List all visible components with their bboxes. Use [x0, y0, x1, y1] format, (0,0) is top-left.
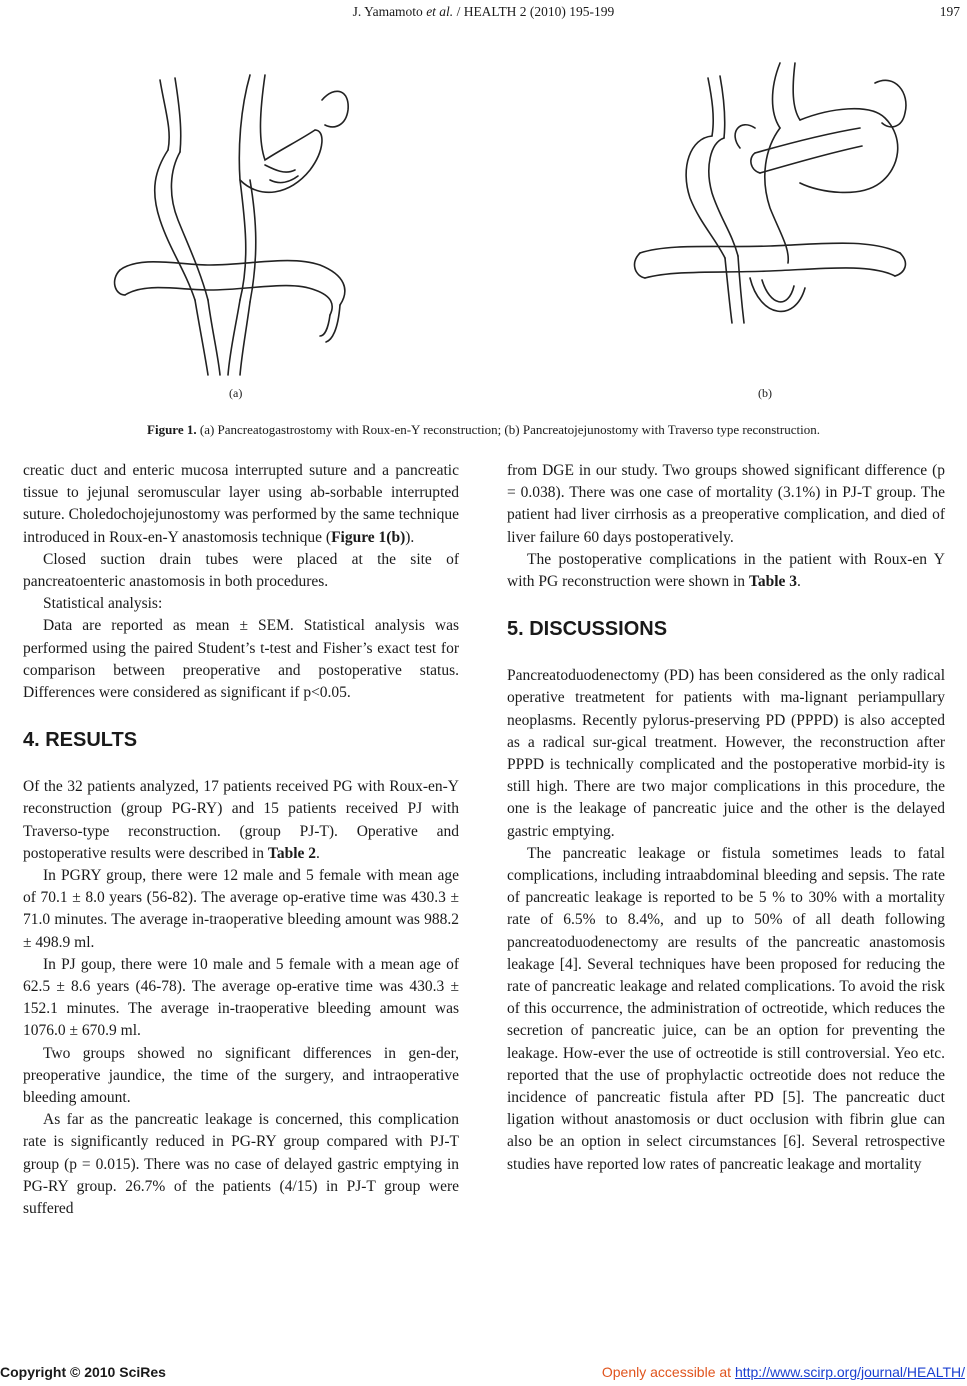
- figure-1a-illustration: [100, 70, 370, 380]
- figure-1b-label: (b): [758, 386, 772, 400]
- right-paragraph-4: The pancreatic leakage or fistula sometimes leads to fatal complications, including intraabdominal bleeding and sepsis. The rate of pancreatic leakage is reported to be 5 % to 30% with a mortality rate of 6.5% to 8.4%, and up to 50% of all death following pancreatoduodenectomy are results of the pancreatic anastomosis leakage [4]. Several techniques have been proposed for reducing the rate of pancreatic leakage and related complications. To avoid the risk of this occurrence, the administration of octreotide, which reduces the secretion of pancreatic juice, can be an option for preventing the leakage. How-ever the use of octreotide is still controversial. Yeo etc. reported that the use of prophylactic octreotide does not reduce the incidence of pancreatic fistula after PD [5]. The pancreatic duct ligation without anastomosis or duct occlusion with fibrin glue can also be an option in select circumstances [6]. Several retrospective studies have reported low rates of pancreatic leakage and mortality: [507, 844, 945, 1173]
- left-p1-end: ).: [405, 528, 415, 546]
- left-paragraph-7: In PJ goup, there were 10 male and 5 female with a mean age of 62.5 ± 8.6 years (46-78). The average op-erative time was 430.3 ± 152.1 minutes. The average in-traoperative bleeding amount was 1076.0 ± 670.9 ml.: [23, 955, 459, 1040]
- left-p1-text: creatic duct and enteric mucosa interrupted suture and a pancreatic tissue to jejunal seromuscular layer using ab-sorbable interrupted suture. Choledochojejunostomy was performed by the same technique introduced in Roux-en-Y anastomosis technique (: [23, 462, 459, 546]
- discussions-heading: 5. DISCUSSIONS: [507, 618, 668, 641]
- right-paragraph-1: from DGE in our study. Two groups showed significant difference (p = 0.038). There was one case of mortality (3.1%) in PJ-T group. The patient had liver cirrhosis as a preoperative complication, and died of liver failure 60 days postoperatively.: [507, 462, 945, 546]
- header-etal: et al.: [426, 4, 454, 19]
- right-paragraph-3: Pancreatoduodenectomy (PD) has been considered as the only radical operative treatmetent for patients with ma-lignant periampullary neoplasms. Recently pylorus-preserving PD (PPPD) is also accepted as a radical sur-gical treatment. However, the reconstruction after PPPD is technically complicated and the postoperative morbid-ity is still high. There are two major complications in this procedure, the one is the leakage of pancreatic juice and the other is the delayed gastric emptying.: [507, 667, 945, 840]
- left-paragraph-1: [23, 460, 459, 549]
- left-paragraph-3: Statistical analysis:: [43, 595, 163, 613]
- copyright-notice: Copyright © 2010 SciRes: [0, 1364, 166, 1380]
- left-paragraph-8: Two groups showed no significant differences in gen-der, preoperative jaundice, the time of the surgery, and intraoperative bleeding amount.: [23, 1044, 459, 1107]
- left-paragraph-2: Closed suction drain tubes were placed at the site of pancreatoenteric anastomosis in both procedures.: [23, 550, 459, 591]
- figure-caption-text: (a) Pancreatogastrostomy with Roux-en-Y reconstruction; (b) Pancreatojejunostomy with Traverso type reconstruction.: [196, 422, 820, 437]
- right-p2-text: The postoperative complications in the patient with Roux-en Y with PG reconstruction were shown in: [507, 550, 945, 591]
- left-paragraph-6: In PGRY group, there were 12 male and 5 female with mean age of 70.1 ± 8.0 years (56-82). The average op-erative time was 430.3 ± 71.0 minutes. The average in-traoperative bleeding amount was 988.2 ± 498.9 ml.: [23, 867, 459, 951]
- left-paragraph-4: Data are reported as mean ± SEM. Statistical analysis was performed using the paired Student’s t-test and Fisher’s exact test for comparison between preoperative and postoperative status. Differences were considered as significant if p<0.05.: [23, 617, 459, 702]
- table-3-reference: Table 3: [748, 573, 798, 591]
- table-2-reference: Table 2: [267, 844, 317, 862]
- running-head: [0, 4, 967, 24]
- figure-1b-illustration: [620, 58, 920, 328]
- left-paragraph-9: As far as the pancreatic leakage is concerned, this complication rate is significantly reduced in PG-RY group compared with PJ-T group (p = 0.015). There was no case of delayed gastric emptying in PG-RY group. 26.7% of the patients (4/15) in PJ-T group were suffered: [23, 1111, 459, 1218]
- left-paragraph-5: [23, 776, 459, 865]
- open-access-text: Openly accessible at: [601, 1364, 735, 1380]
- figure-caption-label: Figure 1.: [147, 422, 197, 437]
- page-number: 197: [939, 4, 960, 19]
- right-column: [507, 460, 945, 1176]
- journal-link[interactable]: http://www.scirp.org/journal/HEALTH/: [734, 1364, 965, 1380]
- open-access-notice: [602, 1364, 965, 1380]
- left-p5-text: Of the 32 patients analyzed, 17 patients received PG with Roux-en-Y reconstruction (group PG-RY) and 15 patients received PJ with Traverso-type reconstruction. (group PJ-T). Operative and postoperative results were described in: [23, 778, 459, 862]
- left-column: [23, 460, 459, 1220]
- figure-1a-label: (a): [229, 386, 243, 400]
- left-p5-end: .: [316, 844, 320, 862]
- right-paragraph-2: [507, 549, 945, 593]
- results-heading: 4. RESULTS: [23, 729, 138, 752]
- page-footer: [0, 1364, 967, 1384]
- figure-caption: [0, 422, 967, 438]
- figure-1b-reference: Figure 1(b): [331, 528, 406, 546]
- right-p2-end: .: [797, 573, 801, 591]
- running-head-citation: [0, 4, 967, 20]
- header-author: J. Yamamoto: [352, 4, 427, 19]
- header-journal: / HEALTH 2 (2010) 195-199: [453, 4, 615, 19]
